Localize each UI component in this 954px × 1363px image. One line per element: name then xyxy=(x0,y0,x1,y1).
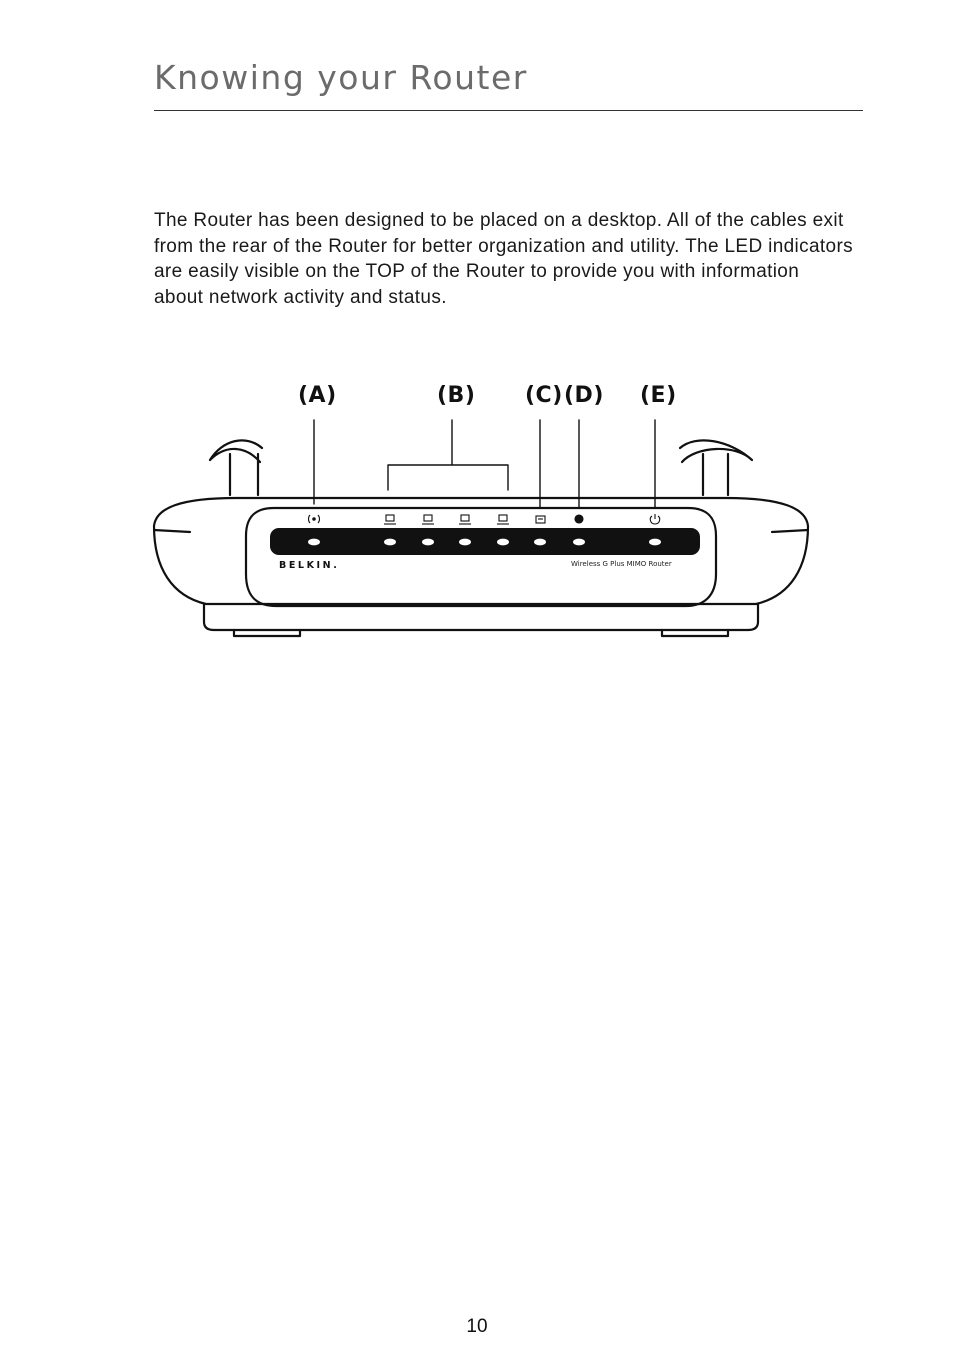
brand-logo: BELKIN. xyxy=(279,560,340,571)
computer-icon xyxy=(497,515,509,524)
left-antenna xyxy=(210,440,262,495)
router-illustration xyxy=(150,378,812,644)
right-antenna xyxy=(680,440,752,495)
callout-b-label: (B) xyxy=(437,383,476,408)
wireless-icon xyxy=(309,515,320,523)
globe-icon xyxy=(575,515,583,523)
callout-b-bracket xyxy=(388,420,508,490)
callout-a-label: (A) xyxy=(298,383,337,408)
modem-led xyxy=(534,539,546,546)
computer-icon xyxy=(384,515,396,524)
internet-led xyxy=(573,539,585,546)
model-label: Wireless G Plus MIMO Router xyxy=(571,560,672,568)
intro-paragraph: The Router has been designed to be placed on a desktop. All of the cables exit from the rear of the Router for better organization and utility. The LED indicators are easily visible on the TOP of the Router to provide you with information about network activity and status. xyxy=(154,210,853,308)
wireless-led xyxy=(308,539,320,546)
power-icon xyxy=(650,514,659,524)
router-figure xyxy=(150,378,812,644)
front-bezel xyxy=(246,508,716,606)
callout-e-label: (E) xyxy=(640,383,677,408)
computer-icon xyxy=(459,515,471,524)
title-rule xyxy=(154,110,863,111)
lan-led-4 xyxy=(497,539,509,546)
lan-led-3 xyxy=(459,539,471,546)
power-led xyxy=(649,539,661,546)
page-number: 10 xyxy=(466,1316,488,1337)
router-base xyxy=(204,604,758,630)
lan-led-1 xyxy=(384,539,396,546)
callout-c-label: (C) xyxy=(525,383,563,408)
callout-d-label: (D) xyxy=(564,383,604,408)
modem-icon xyxy=(536,516,545,523)
section-title: Knowing your Router xyxy=(154,58,528,97)
computer-icon xyxy=(422,515,434,524)
lan-led-2 xyxy=(422,539,434,546)
led-panel xyxy=(270,528,700,555)
